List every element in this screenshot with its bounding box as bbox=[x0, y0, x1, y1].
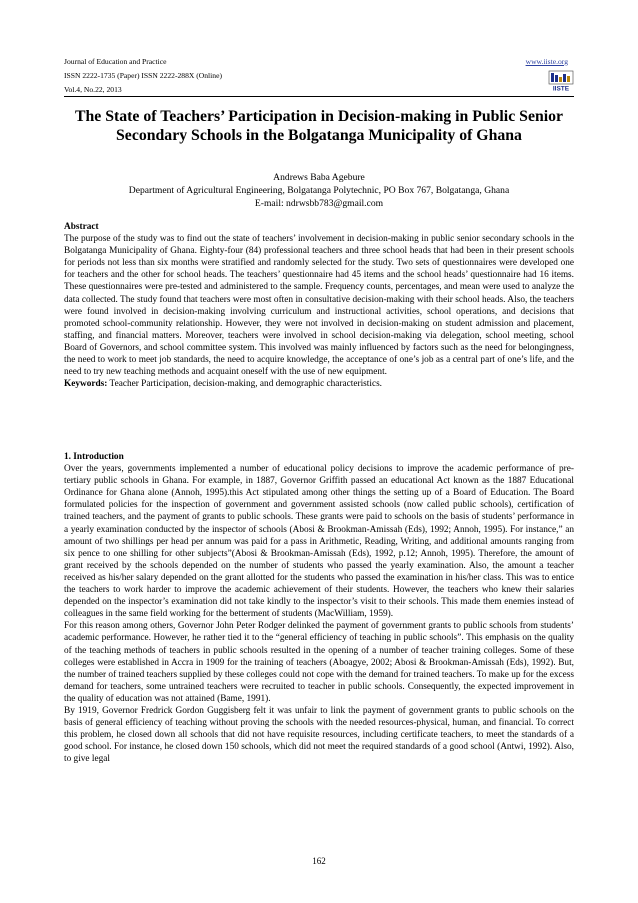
paper-title: The State of Teachers’ Participation in Decision-making in Public Senior Secondary Schools in the Bolgatanga Municipality of Ghana bbox=[74, 108, 564, 144]
introduction-section bbox=[64, 451, 574, 765]
journal-name: Journal of Education and Practice bbox=[64, 57, 167, 66]
keywords-label: Keywords: bbox=[64, 379, 108, 390]
introduction-heading: 1. Introduction bbox=[64, 452, 124, 462]
author-email: E-mail: ndrwsbb783@gmail.com bbox=[254, 198, 384, 209]
abstract-section bbox=[64, 221, 574, 390]
intro-paragraph: For this reason among others, Governor John Peter Rodger delinked the payment of government grants to public schools from students’ academic performance. However, he rather tied it to the “general efficiency of teaching in public schools”. This emphasis on the quality of the teaching methods of teachers in public schools resulted in the opening of a number of teacher training colleges. Some of these colleges were established in Accra in 1909 for the training of teachers (Aboagye, 2002; Abosi & Brookman-Amissah (Eds), 1992). But, the number of trained teachers supplied by these colleges could not cope with the demand for trained teachers. To make up for the excess demand for teachers, some untrained teachers were recruited to teacher in public schools. Consequently, the expected improvement in the quality of education was not attained (Bame, 1991). bbox=[64, 621, 574, 704]
author-affiliation: Department of Agricultural Engineering, Bolgatanga Polytechnic, PO Box 767, Bolgatanga, Ghana bbox=[128, 185, 510, 196]
intro-paragraph: By 1919, Governor Fredrick Gordon Guggisberg felt it was unfair to link the payment of government grants to public schools on the basis of general efficiency of teaching without proving the schools with the needed resources-physical, human, and financial. To correct this problem, he closed down all schools that did not have requisite resources, including certificate teachers, to meet the standards of a good school. For instance, he closed down 150 schools, which did not meet the required standards of a good school (Antwi, 1992). Also, to give legal bbox=[64, 705, 574, 765]
iiste-logo-icon bbox=[548, 70, 574, 92]
journal-volume: Vol.4, No.22, 2013 bbox=[64, 85, 122, 94]
page-number: 162 bbox=[312, 856, 326, 866]
intro-paragraph: Over the years, governments implemented a number of educational policy decisions to improve the academic performance of pre-tertiary public schools in Ghana. For example, in 1887, Governor Griffith passed an educational Act known as the 1887 Educational Ordinance for Ghana alone (Annoh, 1995).this Act stipulated among other things the setting up of a Board of Education. The Board formulated policies for the inspection of government and government assisted schools (now called public schools), certification of trained teachers, and the payment of grants to public schools. These grants were paid to schools on the basis of students’ performance in a yearly examination conducted by the inspector of schools (Abosi & Brookman-Amissah (Eds), 1992; Annoh, 1995). For instance,” an amount of two shillings per head per annum was paid for a pass in Arithmetic, Reading, Writing, and additional amounts ranging from six pence to one shilling for other subjects”(Abosi & Brookman-Amissah (Eds), 1992, p.12; Annoh, 1995). Therefore, the amount of grant received by the schools depended on the number of students who passed the yearly examination. Also, the amount a teacher received as his/her salary depended on the grant allotted for the students who passed the examination in his/her class. This was to entice the teachers to work harder to improve the academic achievement of their students. However, the teachers who knew their salaries depended on the inspector’s examination did not take kindly to the inspector’s visit to their schools. This made them enemies instead of colleagues in the same field working for the betterment of students (MacWilliam, 1959). bbox=[64, 464, 574, 620]
journal-url-link[interactable]: www.iiste.org bbox=[525, 57, 568, 66]
author-name: Andrews Baba Agebure bbox=[273, 172, 365, 183]
keywords-line bbox=[64, 378, 574, 390]
abstract-text: The purpose of the study was to find out the state of teachers’ involvement in decision-making in public senior secondary schools in the Bolgatanga Municipality of Ghana. Eighty-four (84) professional teachers and three school heads that had been in their present schools for periods not less than six months were stratified and randomly selected for the study. Two sets of questionnaires were developed one for teachers and the other for school heads. The teachers’ questionnaire had 45 items and the school heads’ questionnaire had 16 items. These questionnaires were pre-tested and administered to the sample. Frequency counts, percentages, and mean were used to analyze the data collected. The study found that teachers were most often in consultative decision-making with their school heads. Also, the teachers were found involved in decision-making involving curriculum and instructional activities, school operations, and decisions that promoted school-community relationship. However, they were not involved in decision-making on student admission and placement, staffing, and financial matters. Moreover, teachers were involved in school decision-making via delegation, school meeting, school Board of Governors, and school committee system. This involved was mainly influenced by factors such as the need for belongingness, the need to work to meet job standards, the need to acquire knowledge, the acceptance of one’s job as a central part of one’s life, and the need to try new teaching methods and acquaint oneself with the use of new equipment. bbox=[64, 234, 574, 378]
header-divider bbox=[64, 96, 574, 97]
abstract-heading: Abstract bbox=[64, 222, 99, 232]
logo-text: IISTE bbox=[552, 85, 570, 92]
keywords-text: Teacher Participation, decision-making, and demographic characteristics. bbox=[107, 379, 383, 390]
journal-issn: ISSN 2222-1735 (Paper) ISSN 2222-288X (Online) bbox=[64, 71, 222, 80]
